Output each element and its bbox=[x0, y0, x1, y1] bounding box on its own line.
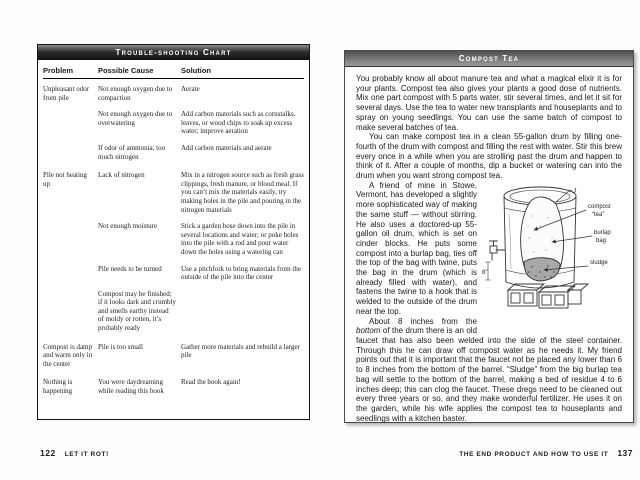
solution-cell: Gather more materials and rebuild a larger pile bbox=[181, 342, 300, 360]
right-page-footer bbox=[459, 448, 633, 458]
chart-title: Trouble-shooting Chart bbox=[115, 48, 232, 57]
column-header-solution: Solution bbox=[181, 66, 211, 75]
table-row bbox=[43, 110, 304, 136]
problem-cell: Compost is damp and warm only in the center bbox=[43, 342, 93, 368]
figure-dimension-label: 8" bbox=[482, 269, 488, 276]
solution-cell: Mix in a nitrogen source such as fresh grass clippings, fresh manure, or blood meal. If you can’t mix the materials easily, try making holes in the pile and pouring in the nitrogen materials bbox=[181, 171, 304, 214]
troubleshooting-chart-box bbox=[37, 44, 310, 420]
paragraph-text: of the drum there is an old faucet that has also been welded into the side of the steel container. Through this he can draw off compost water as he needs it. My friend points out that it is important that the faucet not be placed any lower than 6 to 8 inches from the bottom of the barrel. “Sludge” from the big burlap tea bag will settle to the bottom of the barrel, making a bed of residue 4 to 6 inches deep; this can clog the faucet. These dregs need to be cleaned out every three years or so, and they make wonderful fertilizer. He uses it on the garden, while his wife applies the compost tea to houseplants and seedlings with a kitchen baster. bbox=[356, 326, 622, 423]
paragraph bbox=[356, 317, 622, 424]
cause-cell: Not enough oxygen due to overwatering bbox=[98, 110, 173, 127]
drum-illustration-svg bbox=[482, 182, 622, 328]
compost-tea-box bbox=[344, 50, 634, 423]
problem-cell: Unpleasant odor from pile bbox=[43, 85, 90, 102]
figure-label-burlap: burlap bbox=[594, 229, 611, 236]
cause-cell: Not enough oxygen due to compaction bbox=[98, 85, 173, 102]
problem-cell: Nothing is happening bbox=[43, 378, 73, 396]
paragraph: You probably know all about manure tea and what a magical elixir it is for your plants. Compost tea also gives your plants a good dose of nutrients. Mix one part compost with 5 parts water, stir several times, and let it sit for several days. Use the tea to water new transplants and houseplants and to spray on young seedlings. You can use the same batch of compost to make several batches of tea. bbox=[356, 74, 622, 132]
cause-cell: Lack of nitrogen bbox=[98, 171, 145, 180]
box-title-bar bbox=[345, 51, 633, 67]
solution-cell: Add carbon materials and aerate bbox=[181, 143, 272, 152]
cause-cell: You were daydreaming while reading this book bbox=[98, 378, 164, 396]
solution-cell: Add carbon materials such as cornstalks, leaves, or wood chips to soak up excess water; improve aeration bbox=[181, 110, 296, 136]
table-row bbox=[43, 144, 304, 161]
figure-label-compost: compost bbox=[588, 203, 611, 210]
figure-label-bag: bag bbox=[596, 237, 607, 244]
cause-cell: Compost may be finished; if it looks dark and crumbly and smells earthy instead of moldy or rotten, it’s probably ready bbox=[98, 289, 176, 333]
box-title: Compost Tea bbox=[458, 54, 520, 63]
solution-cell: Aerate bbox=[181, 85, 200, 93]
figure-label-tea: “tea” bbox=[592, 211, 605, 218]
problem-cell bbox=[43, 144, 93, 161]
chapter-title-running-head: THE END PRODUCT AND HOW TO USE IT bbox=[459, 451, 609, 458]
solution-cell: Read the book again! bbox=[181, 378, 241, 387]
right-page-number: 137 bbox=[617, 448, 633, 458]
problem-cell bbox=[43, 265, 93, 282]
table-row bbox=[43, 343, 304, 369]
paragraph-text: About 8 inches from the bbox=[369, 316, 477, 326]
solution-cell: Use a pitchfork to bring materials from the outside of the pile into the center bbox=[181, 264, 301, 282]
table-row bbox=[43, 265, 304, 282]
column-header-problem: Problem bbox=[43, 66, 74, 75]
cause-cell: Pile needs to be turned bbox=[98, 264, 162, 273]
drum-illustration bbox=[482, 182, 622, 328]
paragraph: A friend of mine in Stowe, Vermont, has developed a slightly more sophisticated way of making the same stuff — without stirring. He also uses a doctored-up 55-gallon oil drum, which is set on cinder blocks. He puts some compost into a burlap bag, ties off the top of the bag with twine, puts the bag in the drum (which is already filled with water), and fastens the twine to a hook that is welded to the outside of the drum near the top. bbox=[356, 180, 477, 316]
chart-title-bar bbox=[38, 45, 309, 60]
left-page-number: 122 bbox=[40, 448, 56, 458]
table-row bbox=[43, 85, 304, 102]
chart-body bbox=[38, 60, 309, 396]
column-headers bbox=[43, 66, 304, 79]
book-title-running-head: LET IT ROT! bbox=[64, 451, 109, 458]
table-row bbox=[43, 222, 304, 256]
table-row bbox=[43, 378, 304, 395]
problem-cell bbox=[43, 290, 93, 333]
left-page-footer bbox=[40, 448, 109, 458]
column-header-cause: Possible Cause bbox=[98, 66, 154, 75]
italic-word: bottom bbox=[356, 326, 381, 336]
table-row bbox=[43, 171, 304, 214]
cause-cell: Pile is too small bbox=[98, 342, 143, 351]
table-row bbox=[43, 290, 304, 333]
box-body bbox=[345, 67, 633, 423]
solution-cell: Stick a garden hose down into the pile in several locations and water; or poke holes into the pile with a rod and pour water down the holes using a watering can bbox=[181, 222, 299, 256]
solution-cell bbox=[181, 290, 304, 333]
cause-cell: Not enough moisture bbox=[98, 222, 158, 231]
problem-cell bbox=[43, 222, 93, 256]
problem-cell bbox=[43, 110, 93, 136]
paragraph: You can make compost tea in a clean 55-gallon drum by filling one-fourth of the drum with compost and filling the rest with water. Stir this brew every once in a while when you are strolling past the drum and happen to think of it. After a couple of months, dip a bucket or watering can into the drum when you want strong compost tea. bbox=[356, 132, 622, 181]
cause-cell: If odor of ammonia, too much nitrogen bbox=[98, 143, 166, 161]
figure-label-sludge: sludge bbox=[590, 259, 608, 266]
problem-cell: Pile not heating up bbox=[43, 171, 87, 188]
